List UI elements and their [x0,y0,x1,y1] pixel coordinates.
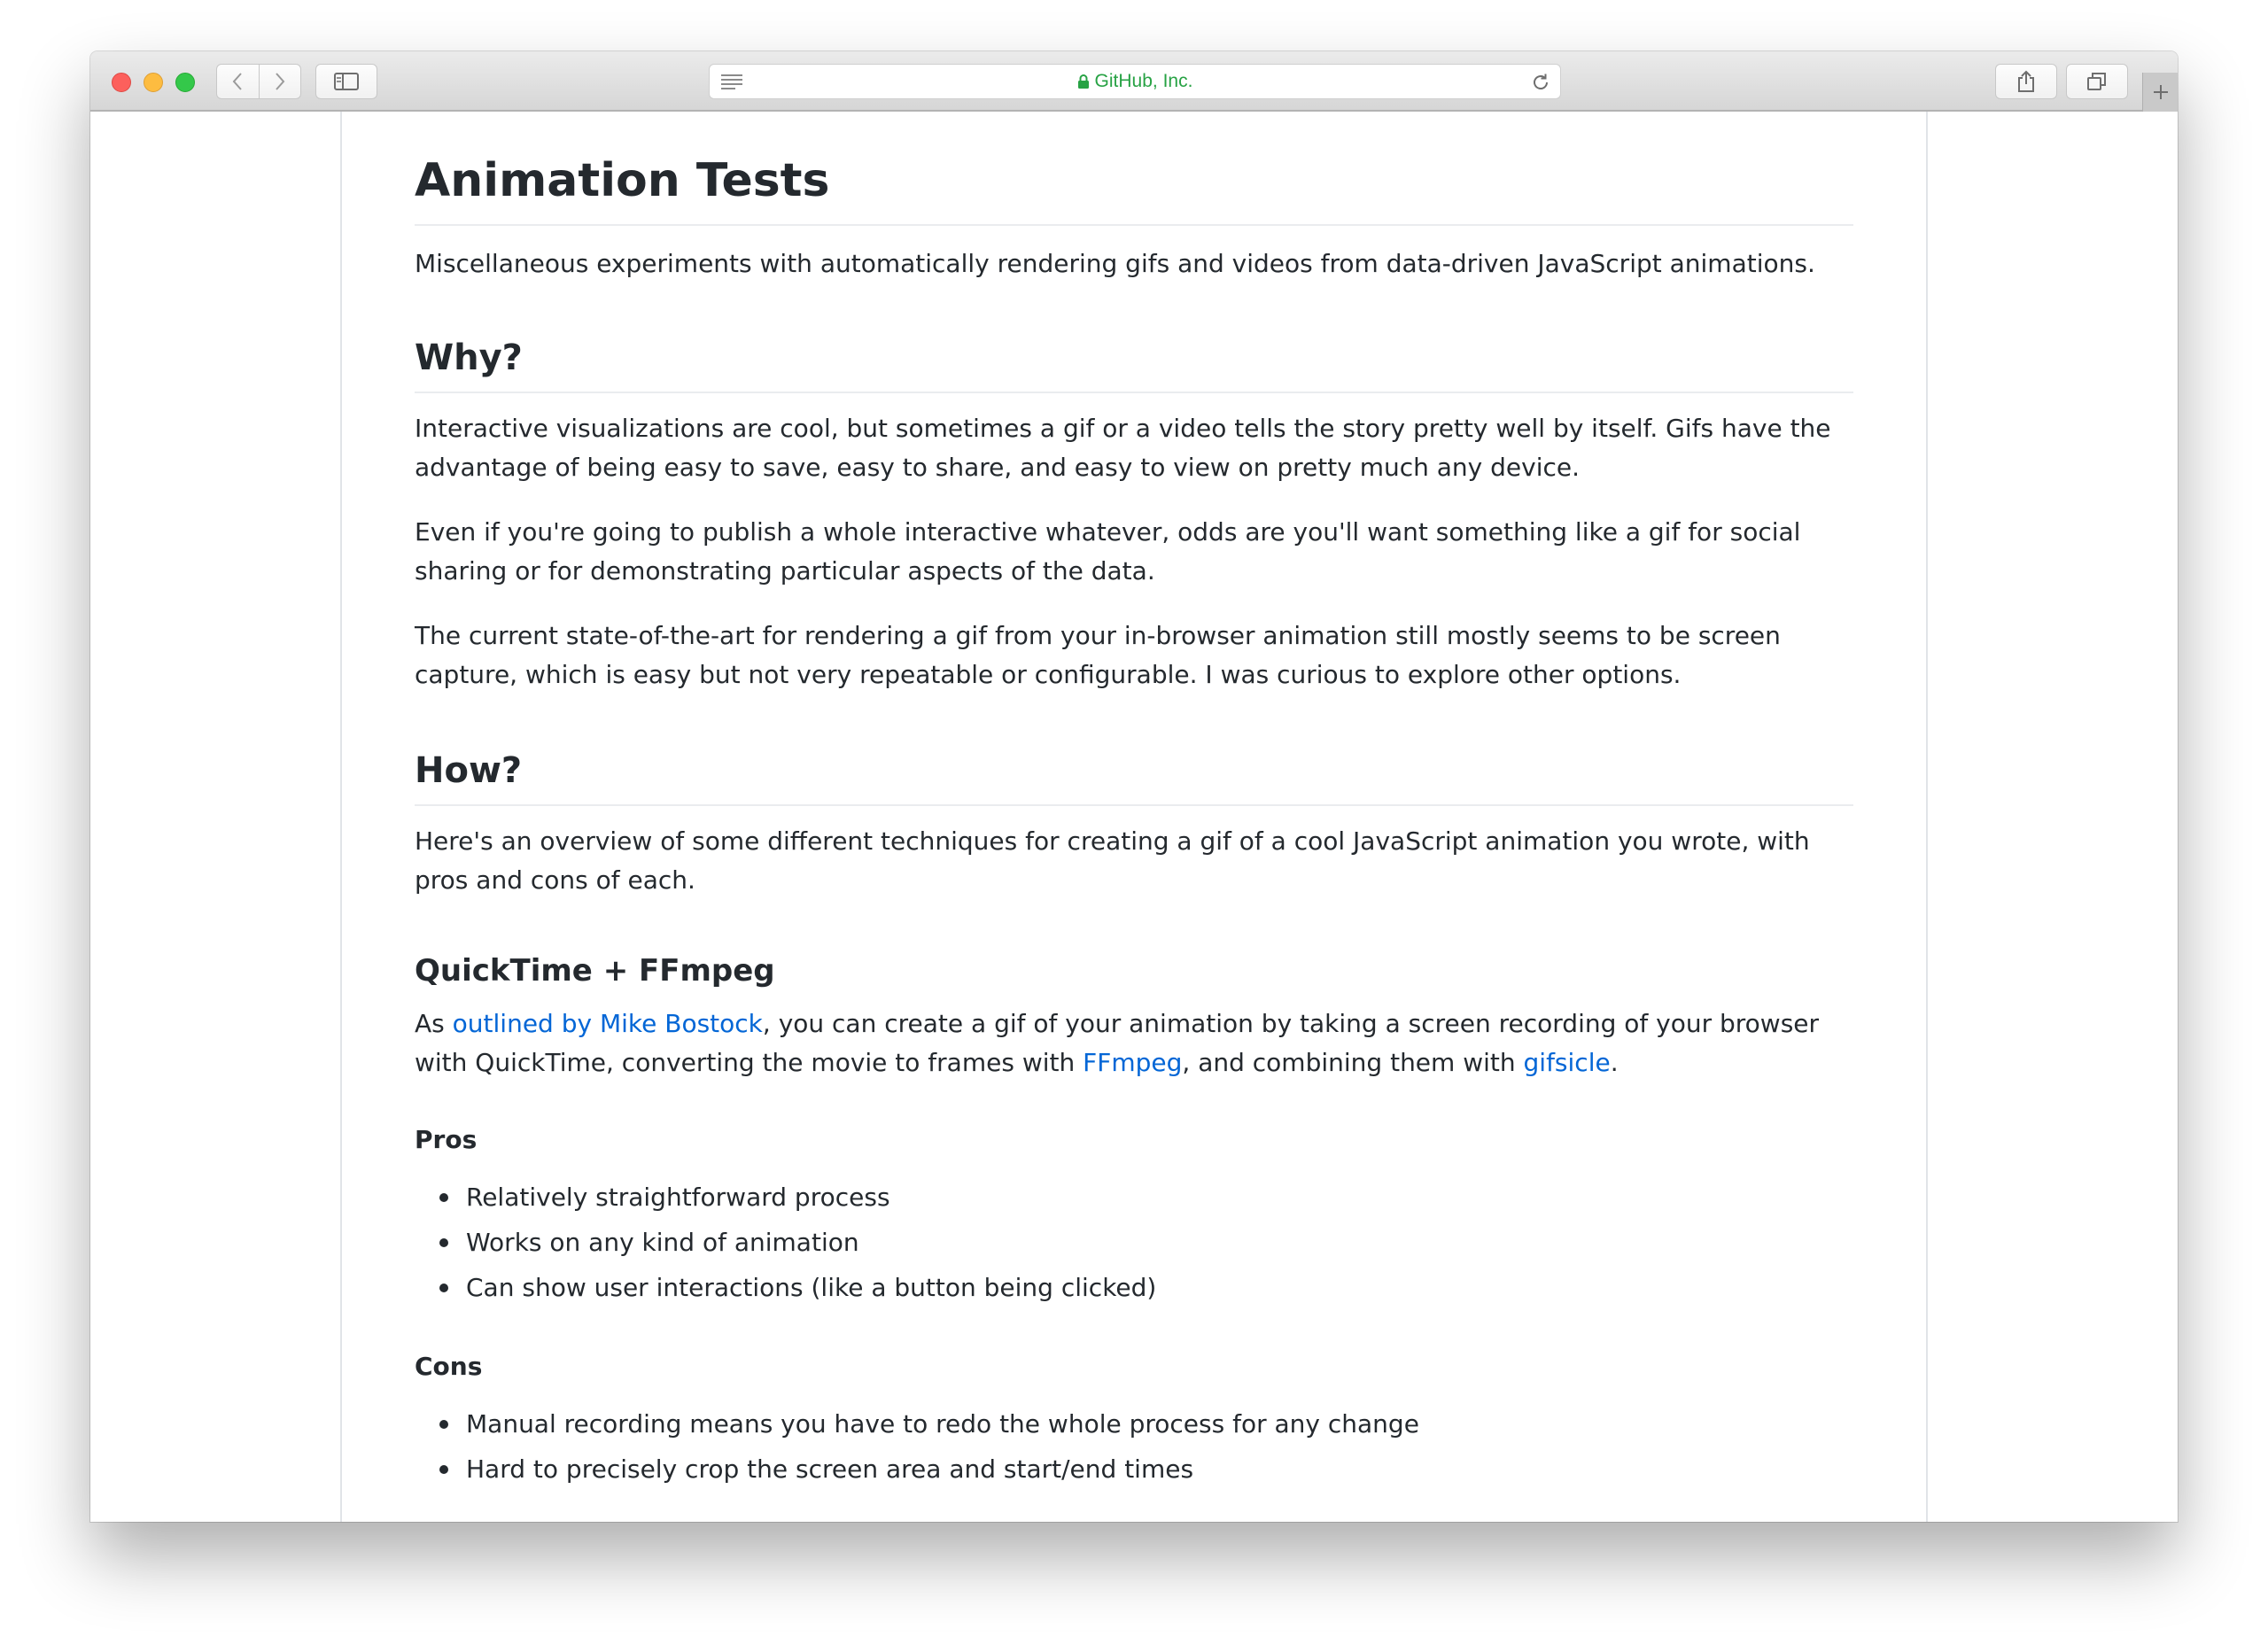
site-identity-text: GitHub, Inc. [1094,71,1193,91]
navigation-buttons [216,64,301,99]
list-item: Works on any kind of animation [466,1220,1853,1265]
heading-quicktime-ffmpeg: QuickTime + FFmpeg [415,953,775,989]
intro-paragraph: Miscellaneous experiments with automatically rendering gifs and videos from data-driven JavaScript animations. [415,249,1815,278]
minimize-window-button[interactable] [144,73,163,92]
content-border-right [1926,112,1928,1522]
new-tab-button[interactable] [2142,73,2178,112]
cons-list [415,1401,1853,1492]
page-title: Animation Tests [415,156,1853,226]
share-icon [2016,70,2036,93]
title-bar [90,51,2178,112]
page-viewport[interactable] [90,112,2178,1522]
tabs-overview-icon [2086,72,2108,91]
reload-icon[interactable] [1530,72,1551,93]
content-border-left [340,112,342,1522]
close-window-button[interactable] [112,73,131,92]
address-bar[interactable] [709,64,1561,99]
list-item: Manual recording means you have to redo the whole process for any change [466,1401,1853,1446]
list-item: Can show user interactions (like a button being clicked) [466,1265,1853,1310]
link-gifsicle[interactable]: gifsicle [1523,1048,1611,1077]
address-center [710,65,1560,98]
text-mid-1: , you can create a gif of your animation by taking a screen recording of your browser with QuickTime, converting the movie to frames with [415,1009,1820,1077]
chevron-left-icon [231,72,244,91]
zoom-window-button[interactable] [175,73,195,92]
link-outlined-by-mike-bostock[interactable]: outlined by Mike Bostock [452,1009,763,1038]
list-item: Hard to precisely crop the screen area and start/end times [466,1446,1853,1492]
heading-pros: Pros [415,1125,478,1154]
text-as: As [415,1009,453,1038]
lock-icon [1077,74,1090,89]
text-mid-2: , and combining them with [1182,1048,1524,1077]
heading-how: How? [415,751,1853,806]
why-paragraph-1: Interactive visualizations are cool, but sometimes a gif or a video tells the story pretty well by itself. Gifs have the advantage of being easy to save, easy to share, and easy to view on pretty much any device. [415,414,1831,482]
show-all-tabs-button[interactable] [2066,64,2128,99]
list-item: Relatively straightforward process [466,1175,1853,1220]
plus-icon [2152,83,2170,101]
sidebar-icon [334,73,359,90]
quicktime-paragraph [415,1004,1853,1082]
forward-button[interactable] [259,65,301,98]
browser-window [90,51,2178,1522]
pros-list [415,1175,1853,1310]
why-paragraph-3: The current state-of-the-art for rendering a gif from your in-browser animation still mostly seems to be screen capture, which is easy but not very repeatable or configurable. I was curious to explore other options. [415,621,1781,689]
share-button[interactable] [1995,64,2057,99]
sidebar-toggle-button[interactable] [315,64,377,99]
heading-cons: Cons [415,1352,483,1381]
how-paragraph-1: Here's an overview of some different techniques for creating a gif of a cool JavaScript animation you wrote, with pros and cons of each. [415,826,1810,895]
heading-why: Why? [415,338,1853,393]
link-ffmpeg[interactable]: FFmpeg [1083,1048,1183,1077]
text-end: . [1610,1048,1619,1077]
why-paragraph-2: Even if you're going to publish a whole interactive whatever, odds are you'll want something like a gif for social sharing or for demonstrating particular aspects of the data. [415,517,1801,586]
back-button[interactable] [217,65,259,98]
chevron-right-icon [274,72,286,91]
